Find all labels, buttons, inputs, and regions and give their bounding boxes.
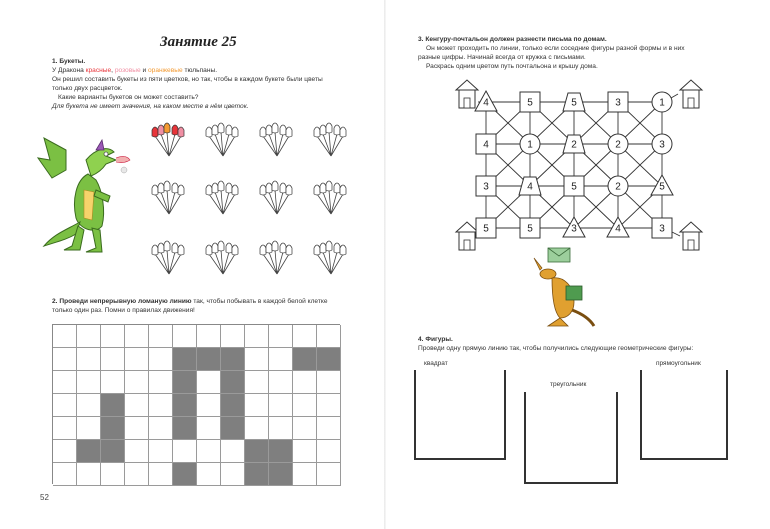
maze-node-square[interactable] (520, 92, 540, 112)
grid-cell[interactable] (197, 394, 221, 417)
grid-cell-dark (77, 440, 101, 463)
grid-cell[interactable] (53, 463, 77, 486)
grid-cell[interactable] (269, 371, 293, 394)
grid-cell[interactable] (269, 417, 293, 440)
maze-node-triangle[interactable] (651, 175, 673, 195)
kangaroo-illustration (528, 246, 596, 328)
task2-line1: 2. Проведи непрерывную ломаную линию так, чтобы побывать в каждой белой клетке (52, 298, 328, 305)
maze-node-number: 3 (571, 223, 577, 235)
maze-node-number: 3 (615, 97, 621, 109)
color-pink-word: розовые (114, 67, 141, 74)
grid-cell[interactable] (53, 348, 77, 371)
grid-cell[interactable] (77, 463, 101, 486)
task4-heading: 4. Фигуры. (418, 336, 453, 343)
grid-cell[interactable] (149, 440, 173, 463)
grid-cell[interactable] (125, 325, 149, 348)
page-number: 52 (40, 493, 49, 502)
grid-cell[interactable] (173, 440, 197, 463)
grid-cell[interactable] (221, 440, 245, 463)
grid-cell[interactable] (221, 463, 245, 486)
maze-node-triangle[interactable] (607, 217, 629, 237)
grid-cell-dark (197, 348, 221, 371)
grid-cell[interactable] (317, 371, 341, 394)
grid-cell[interactable] (149, 417, 173, 440)
maze-node-number: 5 (527, 97, 533, 109)
maze-node-square[interactable] (652, 218, 672, 238)
grid-cell[interactable] (293, 440, 317, 463)
grid-cell[interactable] (293, 394, 317, 417)
maze-node-trapezoid[interactable] (563, 135, 585, 153)
tulip-bunches (145, 118, 355, 278)
grid-cell[interactable] (53, 371, 77, 394)
grid-cell[interactable] (173, 325, 197, 348)
maze-node-circle[interactable] (608, 134, 628, 154)
label-square: квадрат (424, 360, 448, 367)
maze-node-number: 3 (483, 181, 489, 193)
task1-heading: 1. Букеты. (52, 58, 86, 65)
grid-cell-dark (173, 394, 197, 417)
grid-cell[interactable] (77, 417, 101, 440)
grid-cell[interactable] (197, 440, 221, 463)
maze-node-trapezoid[interactable] (563, 93, 585, 111)
grid-cell[interactable] (125, 417, 149, 440)
house-icon[interactable] (680, 80, 702, 108)
grid-cell-dark (245, 440, 269, 463)
house-icon[interactable] (680, 222, 702, 250)
grid-cell[interactable] (53, 417, 77, 440)
grid-cell[interactable] (197, 463, 221, 486)
grid-cell-dark (221, 417, 245, 440)
grid-cell-dark (221, 348, 245, 371)
grid-cell[interactable] (101, 325, 125, 348)
task1-line3: только двух расцветок. (52, 85, 123, 92)
grid-cell-dark (101, 440, 125, 463)
grid-cell-dark (221, 394, 245, 417)
grid-cell-dark (221, 371, 245, 394)
task1-line1: У Дракона красные, розовые и оранжевые тюльпаны. (52, 67, 218, 74)
square-figure-box[interactable] (414, 370, 506, 460)
grid-cell[interactable] (101, 348, 125, 371)
task3-heading: 3. Кенгуру-почтальон должен разнести письма по домам. (418, 36, 607, 43)
task1-line4: Какие варианты букетов он может составить? (58, 94, 199, 101)
color-red-word: красные (85, 67, 112, 74)
maze-node-trapezoid[interactable] (519, 177, 541, 195)
grid-cell[interactable] (293, 417, 317, 440)
maze-node-number: 5 (571, 181, 577, 193)
grid-cell[interactable] (149, 325, 173, 348)
maze-node-square[interactable] (564, 176, 584, 196)
maze-node-triangle[interactable] (475, 91, 497, 111)
grid-cell[interactable] (149, 463, 173, 486)
grid-cell-dark (245, 463, 269, 486)
maze-node-circle[interactable] (652, 92, 672, 112)
grid-cell[interactable] (125, 440, 149, 463)
grid-cell[interactable] (77, 325, 101, 348)
grid-cell[interactable] (245, 325, 269, 348)
task3-line1: Он может проходить по линии, только если соседние фигуры разной формы и в них (426, 45, 685, 52)
grid-cell[interactable] (317, 325, 341, 348)
grid-cell[interactable] (197, 325, 221, 348)
grid-cell[interactable] (125, 348, 149, 371)
maze-node-square[interactable] (476, 134, 496, 154)
movement-grid[interactable] (52, 324, 340, 484)
grid-cell[interactable] (197, 417, 221, 440)
task4-line1: Проведи одну прямую линию так, чтобы получились следующие геометрические фигуры: (418, 345, 694, 352)
maze-node-square[interactable] (520, 218, 540, 238)
grid-cell-dark (269, 440, 293, 463)
grid-cell[interactable] (245, 371, 269, 394)
grid-cell[interactable] (101, 463, 125, 486)
grid-cell[interactable] (317, 463, 341, 486)
grid-cell-dark (173, 417, 197, 440)
triangle-figure-box[interactable] (524, 392, 618, 484)
grid-cell[interactable] (101, 371, 125, 394)
grid-cell[interactable] (269, 325, 293, 348)
dragon-illustration (36, 130, 136, 260)
page-title: Занятие 25 (160, 34, 237, 50)
grid-cell[interactable] (149, 348, 173, 371)
grid-cell[interactable] (125, 463, 149, 486)
maze-node-circle[interactable] (520, 134, 540, 154)
page-gutter (384, 0, 386, 529)
rectangle-figure-box[interactable] (640, 370, 728, 460)
maze-node-circle[interactable] (652, 134, 672, 154)
maze-node-number: 3 (659, 223, 665, 235)
grid-cell[interactable] (221, 325, 245, 348)
grid-cell[interactable] (77, 371, 101, 394)
grid-cell[interactable] (125, 394, 149, 417)
label-triangle: треугольник (550, 381, 587, 388)
label-rectangle: прямоугольник (656, 360, 701, 367)
grid-cell[interactable] (245, 394, 269, 417)
task3-line2: разные цифры. Начинай всегда от кружка с письмами. (418, 54, 586, 61)
maze-paths[interactable] (486, 102, 662, 228)
grid-cell[interactable] (293, 325, 317, 348)
task1-line2: Он решил составить букеты из пяти цветков, но так, чтобы в каждом букете были цветы (52, 76, 323, 83)
grid-cell[interactable] (125, 371, 149, 394)
maze-node-number: 2 (615, 181, 621, 193)
task1-line5: Для букета не имеет значения, на каком месте в нём цветок. (52, 103, 249, 110)
maze-node-number: 5 (527, 223, 533, 235)
grid-cell[interactable] (197, 371, 221, 394)
grid-cell[interactable] (53, 394, 77, 417)
grid-cell[interactable] (149, 371, 173, 394)
maze-node-number: 5 (659, 181, 665, 193)
maze-node-square[interactable] (608, 92, 628, 112)
grid-cell[interactable] (77, 394, 101, 417)
maze-node-circle[interactable] (608, 176, 628, 196)
grid-cell-dark (173, 348, 197, 371)
maze-node-number: 5 (571, 97, 577, 109)
house-icon[interactable] (456, 222, 478, 250)
grid-cell-dark (101, 417, 125, 440)
maze-node-number: 2 (615, 139, 621, 151)
maze-node-number: 1 (527, 139, 533, 151)
color-orange-word: оранжевые (148, 67, 183, 74)
grid-cell[interactable] (269, 394, 293, 417)
grid-cell[interactable] (317, 440, 341, 463)
maze-node-number: 2 (571, 139, 577, 151)
grid-cell[interactable] (53, 325, 77, 348)
grid-cell[interactable] (53, 440, 77, 463)
grid-cell-dark (173, 463, 197, 486)
maze-node-number: 4 (527, 181, 533, 193)
task2-line2: только один раз. Помни о правилах движения! (52, 307, 195, 314)
grid-cell[interactable] (317, 394, 341, 417)
postman-maze[interactable] (440, 76, 710, 252)
task3-line3: Раскрась одним цветом путь почтальона и крышу дома. (426, 63, 598, 70)
grid-cell[interactable] (293, 463, 317, 486)
grid-cell[interactable] (245, 417, 269, 440)
maze-node-number: 5 (483, 223, 489, 235)
grid-cell-dark (101, 394, 125, 417)
grid-cell[interactable] (269, 348, 293, 371)
grid-cell-dark (293, 348, 317, 371)
maze-node-number: 1 (659, 97, 665, 109)
grid-cell-dark (317, 348, 341, 371)
grid-cell[interactable] (77, 348, 101, 371)
maze-node-number: 3 (659, 139, 665, 151)
grid-cell-dark (173, 371, 197, 394)
grid-cell[interactable] (317, 417, 341, 440)
maze-node-square[interactable] (476, 176, 496, 196)
grid-cell[interactable] (293, 371, 317, 394)
grid-cell[interactable] (149, 394, 173, 417)
maze-node-number: 4 (483, 97, 489, 109)
maze-node-number: 4 (615, 223, 621, 235)
maze-node-number: 4 (483, 139, 489, 151)
grid-cell[interactable] (245, 348, 269, 371)
maze-node-square[interactable] (476, 218, 496, 238)
maze-node-triangle[interactable] (563, 217, 585, 237)
house-icon[interactable] (456, 80, 478, 108)
grid-cell-dark (269, 463, 293, 486)
